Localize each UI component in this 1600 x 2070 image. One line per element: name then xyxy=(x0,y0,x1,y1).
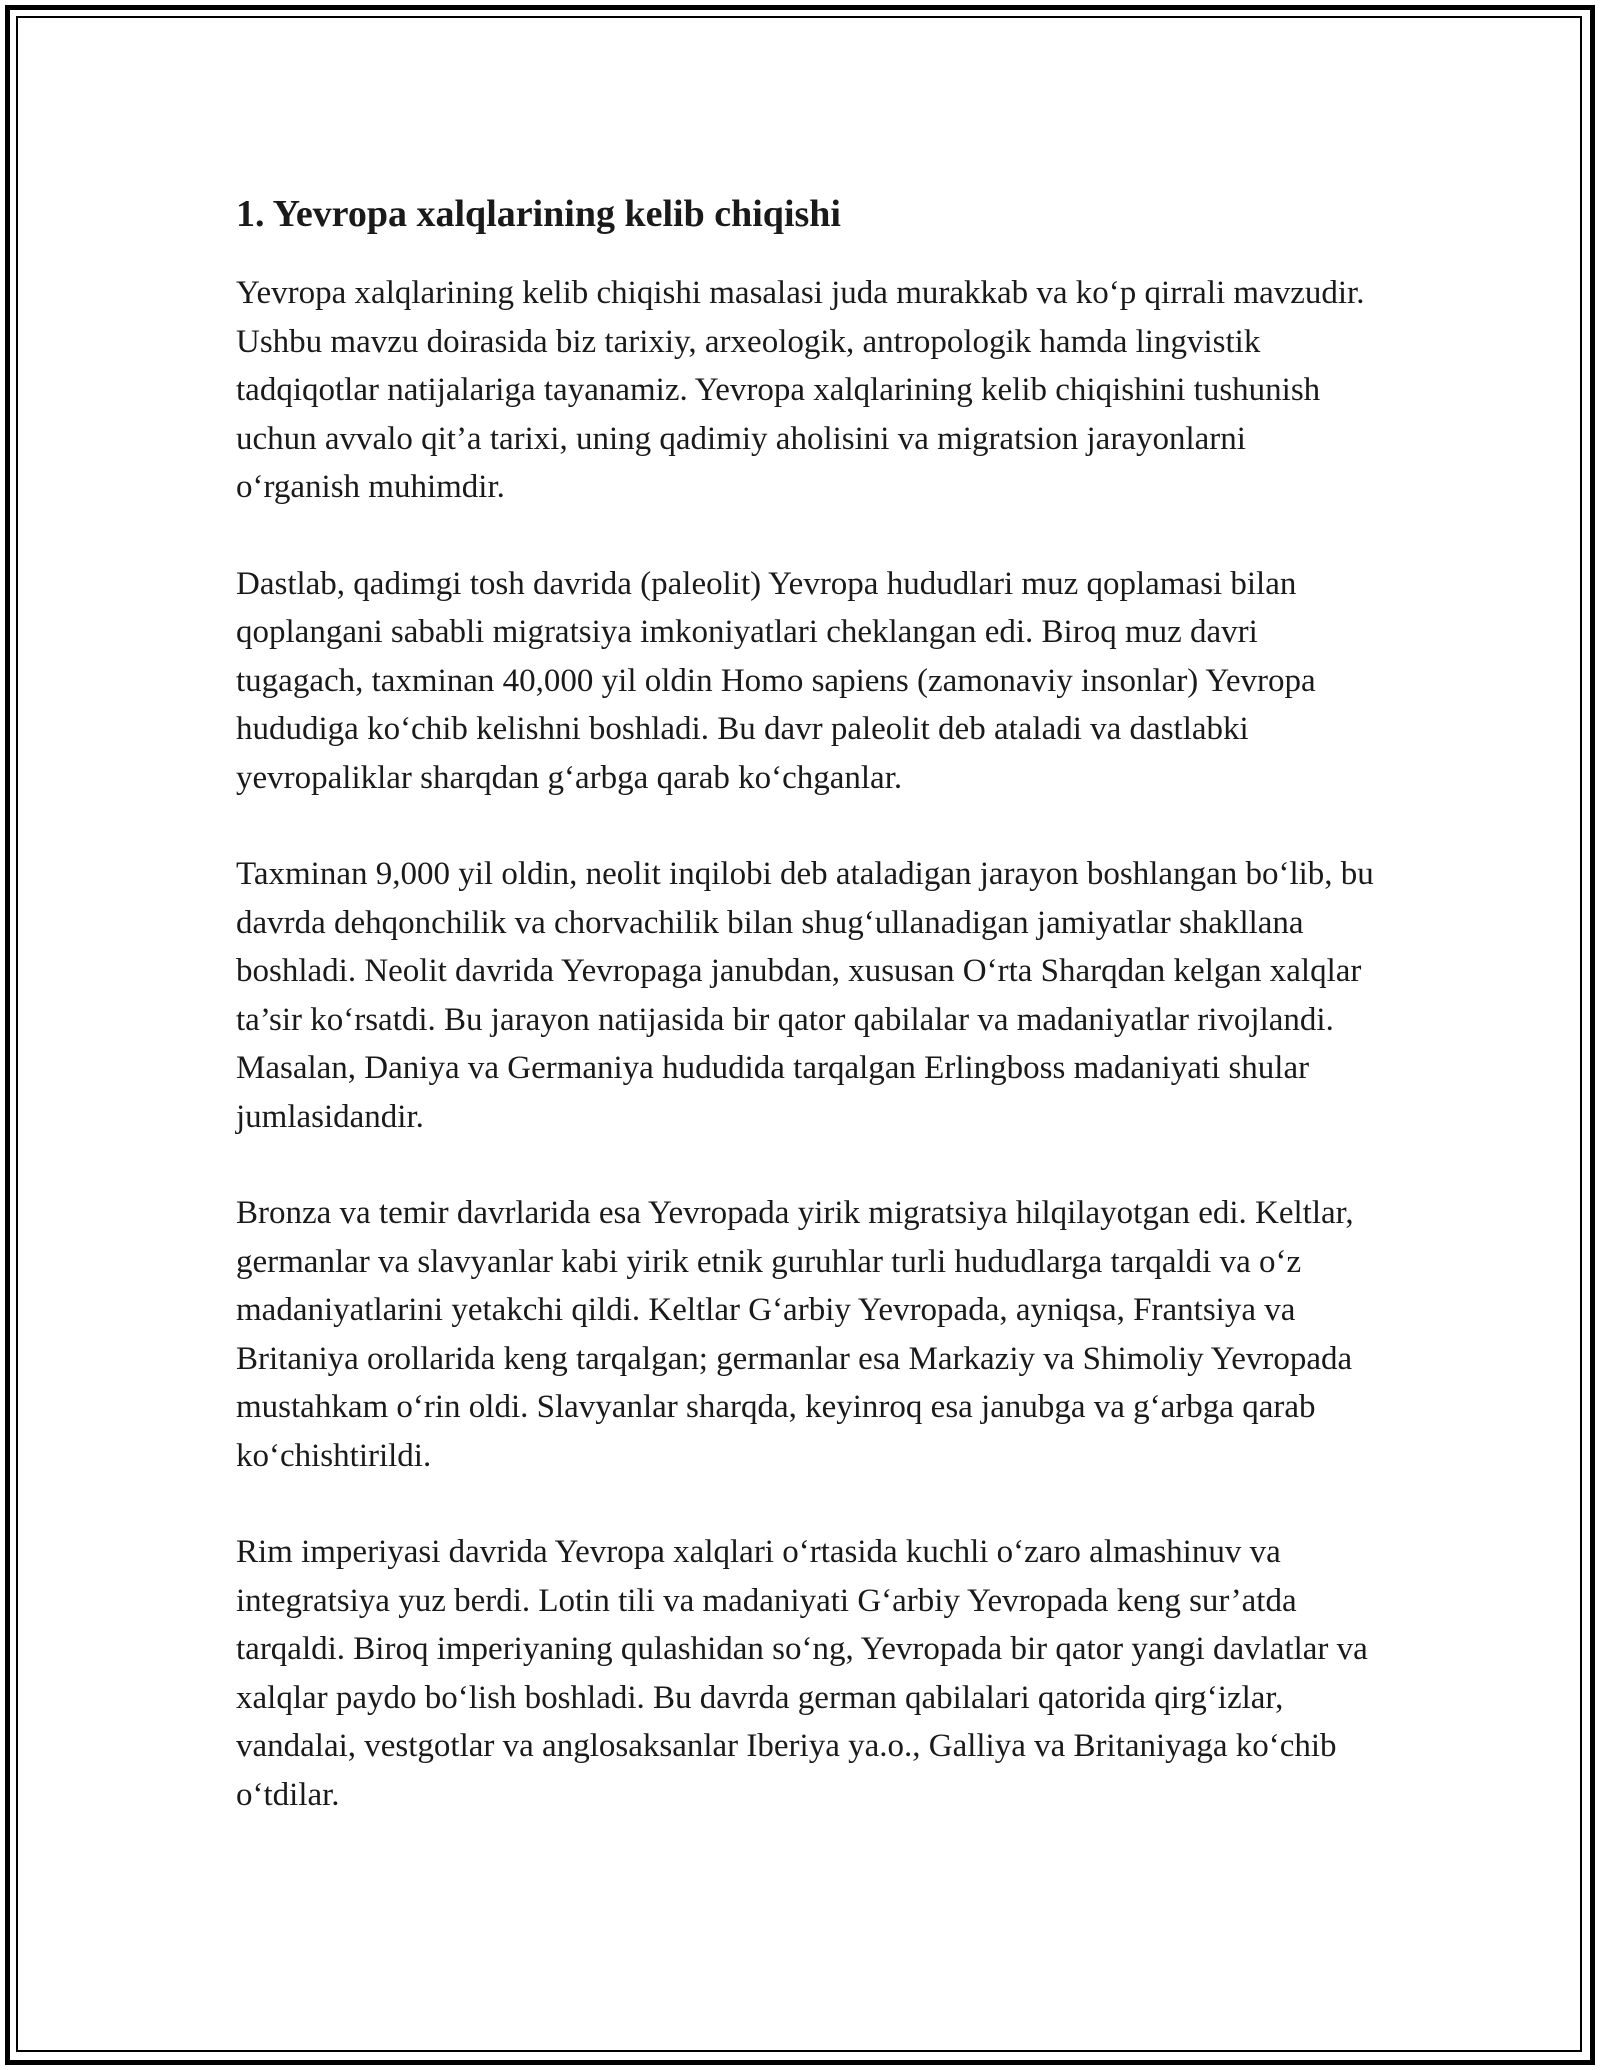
paragraph-bronze-iron: Bronza va temir davrlarida esa Yevropada yirik migratsiya hilqilayotgan edi. Keltlar, germanlar va slavyanlar kabi yirik etnik guruhlar turli hududlarga tarqaldi va oʻz madaniyatlarini yetakchi qildi. Keltlar Gʻarbiy Yevropada, ayniqsa, Frantsiya va Britaniya orollarida keng tarqalgan; germanlar esa Markaziy va Shimoliy Yevropada mustahkam oʻrin oldi. Slavyanlar sharqda, keyinroq esa janubga va gʻarbga qarab koʻchishtirildi. xyxy=(236,1195,1354,1474)
paragraph-paleolithic: Dastlab, qadimgi tosh davrida (paleolit) Yevropa hududlari muz qoplamasi bilan qoplangani sababli migratsiya imkoniyatlari cheklangan edi. Biroq muz davri tugagach, taxminan 40,000 yil oldin Homo sapiens (zamonaviy insonlar) Yevropa hududiga koʻchib kelishni boshladi. Bu davr paleolit deb ataladi va dastlabki yevropaliklar sharqdan gʻarbga qarab koʻchganlar. xyxy=(236,565,1316,796)
paragraph-intro: Yevropa xalqlarining kelib chiqishi masalasi juda murakkab va koʻp qirrali mavzudir. Ushbu mavzu doirasida biz tarixiy, arxeologik, antropologik hamda lingvistik tadqiqotlar natijalariga tayanamiz. Yevropa xalqlarining kelib chiqishini tushunish uchun avvalo qit’a tarixi, uning qadimiy aholisini va migratsion jarayonlarni oʻrganish muhimdir. xyxy=(236,275,1365,505)
paragraph-roman-empire: Rim imperiyasi davrida Yevropa xalqlari oʻrtasida kuchli oʻzaro almashinuv va integratsiya yuz berdi. Lotin tili va madaniyati Gʻarbiy Yevropada keng sur’atda tarqaldi. Biroq imperiyaning qulashidan soʻng, Yevropada bir qator yangi davlatlar va xalqlar paydo boʻlish boshladi. Bu davrda german qabilalari qatorida qirgʻizlar, vandalai, vestgotlar va anglosaksanlar Iberiya ya.o., Galliya va Britaniyaga koʻchib oʻtdilar. xyxy=(236,1534,1368,1813)
paragraph-neolithic: Taxminan 9,000 yil oldin, neolit inqilobi deb ataladigan jarayon boshlangan boʻlib, bu davrda dehqonchilik va chorvachilik bilan shugʻullanadigan jamiyatlar shakllana boshladi. Neolit davrida Yevropaga janubdan, xususan Oʻrta Sharqdan kelgan xalqlar ta’sir koʻrsatdi. Bu jarayon natijasida bir qator qabilalar va madaniyatlar rivojlandi. Masalan, Daniya va Germaniya hududida tarqalgan Erlingboss madaniyati shular jumlasidandir. xyxy=(236,856,1374,1135)
section-heading: 1. Yevropa xalqlarining kelib chiqishi xyxy=(236,193,841,235)
document-body xyxy=(236,185,1376,1867)
